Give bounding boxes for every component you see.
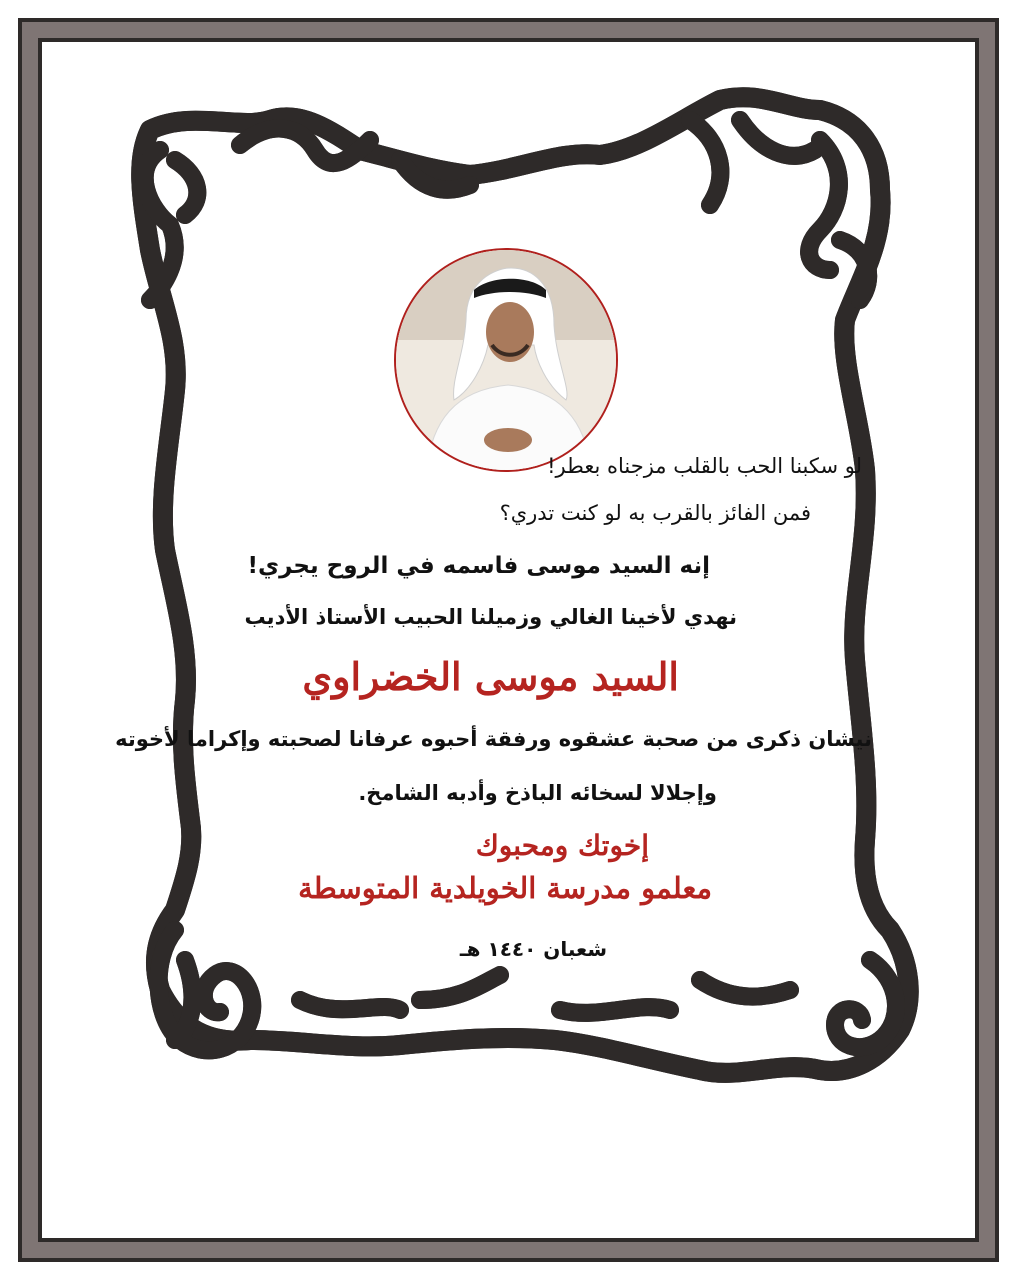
body-line-2: وإجلالا لسخائه الباذخ وأدبه الشامخ. bbox=[358, 781, 717, 805]
signature-line-2: معلمو مدرسة الخويلدية المتوسطة bbox=[298, 871, 712, 905]
intro-line: إنه السيد موسى فاسمه في الروح يجري! bbox=[247, 553, 710, 579]
body-line-1: نيشان ذكرى من صحبة عشقوه ورفقة أحبوه عرفانا لصحبته وإكراما لأخوته bbox=[115, 727, 872, 751]
poem-line-2: فمن الفائز بالقرب به لو كنت تدري؟ bbox=[499, 501, 811, 525]
signature-line-1: إخوتك ومحبوك bbox=[475, 829, 649, 862]
dedication-line: نهدي لأخينا الغالي وزميلنا الحبيب الأستاذ الأديب bbox=[244, 605, 737, 629]
portrait-photo bbox=[394, 248, 618, 472]
date-line: شعبان ١٤٤٠ هـ bbox=[459, 937, 607, 961]
poem-line-1: لو سكبنا الحب بالقلب مزجناه بعطر! bbox=[547, 454, 862, 478]
honoree-name: السيد موسى الخضراوي bbox=[302, 654, 679, 699]
